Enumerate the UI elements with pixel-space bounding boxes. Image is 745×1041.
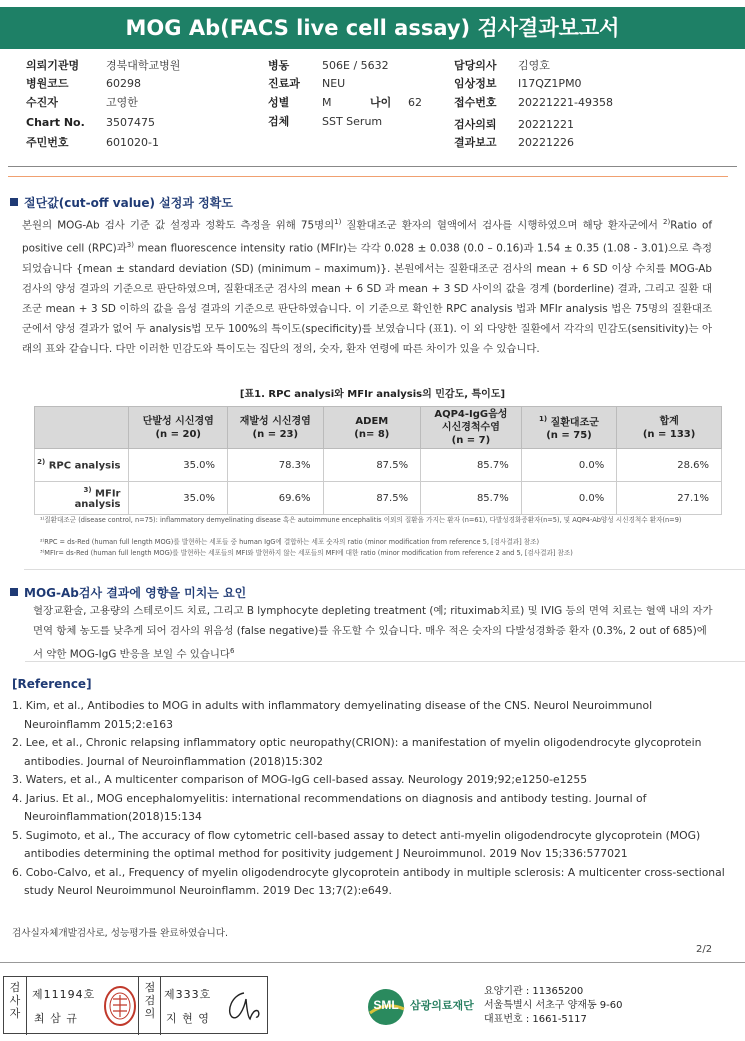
factors-paragraph: 혈장교환술, 고용량의 스테로이드 치료, 그리고 B lymphocyte depleting treatment (예; rituximab치료) 및 IVIG 등의 면역 치료는 혈액 내의 자가면역 항체 농도를 낮추게 되어 검사의 위음성 (false negative)를 유도할 수 있습니다. 매우 적은 숫자의 다발성경화증 환자 (0.3%, 2 out of 685)에서 약한 MOG-IgG 반응을 보일 수 있습니다$^6$ — [33, 605, 713, 661]
table-cell: 87.5% — [323, 449, 421, 482]
recipient-field: 수진자 고영한 — [26, 96, 138, 109]
report-title: MOG Ab(FACS live cell assay) 검사결과보고서 — [0, 7, 745, 49]
report-date-field: 결과보고 20221226 — [454, 136, 574, 149]
table-header: ADEM (n= 8) — [323, 407, 421, 449]
reference-list — [12, 697, 732, 901]
patient-info — [0, 54, 745, 154]
doctor-field: 담당의사 김영호 — [454, 59, 550, 72]
tester-label: 검 사 자 — [9, 981, 21, 1020]
hospital-code-field: 병원코드 60298 — [26, 77, 141, 90]
divider — [8, 166, 737, 167]
section-heading-factors: MOG-Ab검사 결과에 영향을 미치는 요인 — [10, 584, 246, 601]
reference-item: 2. Lee, et al., Chronic relapsing inflammatory optic neuropathy(CRION): a manifestation of myelin oligodendrocyte glycoprotein antibodies. Journal of Neuroinflammation (2018)15:302 — [12, 736, 702, 768]
table-header: 단발성 시신경염 (n = 20) — [129, 407, 228, 449]
table-header: 합계 (n = 133) — [617, 407, 722, 449]
request-date-field: 검사의뢰 20221221 — [454, 118, 574, 131]
section-heading-cutoff: 절단값(cut-off value) 설정과 정확도 — [10, 194, 233, 211]
reference-item: 4. Jarius. Et al., MOG encephalomyelitis: international recommendations on diagnosis and antibody testing. Journal of Neuroinflammation(2018)15:134 — [12, 791, 647, 823]
table-cell: 87.5% — [323, 482, 421, 515]
reviewer-license: 제333호 — [164, 988, 212, 1001]
sensitivity-table — [34, 406, 722, 515]
table-cell: 0.0% — [521, 449, 617, 482]
lab-name: 삼광의료재단 — [410, 999, 474, 1012]
validation-note: 검사실자체개발검사로, 성능평가를 완료하였습니다. — [12, 928, 229, 939]
svg-text:SML: SML — [373, 998, 399, 1012]
table-cell: 85.7% — [421, 482, 522, 515]
tester-license: 제11194호 — [32, 988, 96, 1001]
table-footnote-2: ²⁾RPC = ds-Red (human full length MOG)를 발현하는 세포들 중 human IgG에 결합하는 세포 숫자의 ratio (minor modification from reference 5, [검사결과] 참조) — [40, 538, 540, 546]
reviewer-label: 점 검 의 — [144, 981, 156, 1020]
age-field: 나이 62 — [370, 96, 422, 109]
chart-no-field: Chart No. 3507475 — [26, 116, 155, 129]
table-footnote-3: ³⁾MFIr= ds-Red (human full length MOG)를 발현하는 세포들의 MFI와 발현하지 않는 세포들의 MFI에 대한 ratio (minor modification from reference 2 and 5, [검사결과] 참조) — [40, 549, 573, 557]
table-cell: 85.7% — [421, 449, 522, 482]
signature-box — [3, 976, 268, 1034]
reference-item: 6. Cobo-Calvo, et al., Frequency of myelin oligodendrocyte glycoprotein antibody in multiple sclerosis: A multicenter cross-sectional — [12, 865, 725, 879]
table-row — [35, 482, 722, 515]
footer-divider — [0, 962, 745, 963]
page-number: 2/2 — [696, 944, 713, 955]
reference-item: 5. Sugimoto, et al., The accuracy of flow cytometric cell-based assay to detect anti-myelin oligodendrocyte glycoprotein (MOG) antibodies determining the optimal method for positivity judgement J Neuroimmunol. 2019 Nov 15;336:577021 — [12, 828, 701, 860]
divider-accent — [8, 176, 728, 177]
table-footnote-1: ¹⁾질환대조군 (disease control, n=75): inflammatory demyelinating disease 혹은 autoimmune encephalitis 이외의 질환을 가지는 환자 (n=61), 다발성경화증환자(n=5), 및 AQP4-Ab양성 시신경척수 환자(n=9) — [40, 516, 682, 524]
bullet-square-icon — [10, 588, 18, 596]
reference-title: [Reference] — [12, 677, 92, 691]
specimen-field: 검체 SST Serum — [268, 115, 383, 128]
table-cell: 35.0% — [129, 482, 228, 515]
reference-item: 3. Waters, et al., A multicenter comparison of MOG-IgG cell-based assay. Neurology 2019;92;e1250-e1255 — [12, 773, 588, 786]
reference-item-continued: study Neurol Neuroimmunol Neuroinflamm. 2019 Dec 13;7(2):e649. — [24, 884, 392, 897]
table-cell: 0.0% — [521, 482, 617, 515]
table-header: $^{1)}$ 질환대조군 (n = 75) — [521, 407, 617, 449]
lab-info — [484, 985, 623, 1027]
reference-item: 1. Kim, et al., Antibodies to MOG in adults with inflammatory demyelinating disease of the CNS. Neurol Neuroimmunol Neuroinflamm 2015;2:e163 — [12, 699, 653, 731]
row-label: $^{2)}$ RPC analysis — [35, 449, 129, 482]
table-cell: 35.0% — [129, 449, 228, 482]
lab-code: 요양기관 : 11365200 — [484, 986, 584, 997]
official-seal-icon — [102, 983, 138, 1029]
sex-field: 성별 M — [268, 96, 332, 109]
clinical-info-field: 임상정보 I17QZ1PM0 — [454, 77, 582, 90]
table-header: 재발성 시신경염 (n = 23) — [228, 407, 324, 449]
department-field: 진료과 NEU — [268, 77, 346, 90]
tester-name: 최 삼 규 — [34, 1012, 78, 1025]
lab-address: 서울특별시 서초구 양재동 9-60 — [484, 1000, 623, 1011]
institution-field: 의뢰기관명 경북대학교병원 — [26, 59, 181, 72]
table-cell: 28.6% — [617, 449, 722, 482]
table-header-row — [35, 407, 722, 449]
row-label: $^{3)}$ MFIr analysis — [35, 482, 129, 515]
table-header: AQP4-IgG음성 시신경척수염 (n = 7) — [421, 407, 522, 449]
sml-logo-icon — [366, 987, 410, 1027]
table-row — [35, 449, 722, 482]
ward-field: 병동 506E / 5632 — [268, 59, 389, 72]
cutoff-paragraph: 본원의 MOG-Ab 검사 기준 값 설정과 정확도 측정을 위해 75명의$^{1)}$ 질환대조군 환자의 혈액에서 검사를 시행하였으며 해당 환자군에서 $^{2)}$Ratio of positive cell (RPC)과$^{3)}$ mean fluorescence intensity ratio (MFIr)는 각각 0.028 ± 0.038 (0.0 – 0.16)과 1.54 ± 0.35 (1.08 - 3.01)으로 측정되었습니다 {mean ± standard deviation (SD) (minimum – maximum)}. 본원에서는 질환대조군 검사의 mean + 6 SD 이상 수치를 MOG-Ab 검사의 양성 결과의 기준으로 판단하였으며, 질환대조군 검사의 mean + 6 SD 과 mean + 3 SD 사이의 값을 경계 (borderline) 결과, 그리고 질환 대조군 mean + 3 SD 이하의 값을 음성 결과의 기준으로 판단하였습니다. 이 기준으로 확인한 RPC analysis 법과 MFIr analysis 법은 75명의 질환대조군에서 양성 결과가 없어 두 analysis법 모두 100%의 특이도(specificity)를 보였습니다 (표1). 이 외 다양한 질환에서 각각의 민감도(sensitivity)는 아래의 표와 같습니다. 다만 이러한 민감도와 특이도는 집단의 정의, 숫자, 환자 연령에 따른 차이가 있을 수 있습니다. — [22, 218, 713, 355]
table-caption: [표1. RPC analysi와 MFIr analysis의 민감도, 특이도] — [239, 389, 506, 400]
table-cell: 27.1% — [617, 482, 722, 515]
receipt-no-field: 접수번호 20221221-49358 — [454, 96, 613, 109]
table-cell: 78.3% — [228, 449, 324, 482]
resident-no-field: 주민번호 601020-1 — [26, 136, 159, 149]
handwritten-signature — [222, 987, 264, 1025]
table-header-corner — [35, 407, 129, 449]
table-cell: 69.6% — [228, 482, 324, 515]
reviewer-name: 지 현 영 — [166, 1012, 210, 1025]
lab-phone: 대표번호 : 1661-5117 — [484, 1014, 587, 1025]
